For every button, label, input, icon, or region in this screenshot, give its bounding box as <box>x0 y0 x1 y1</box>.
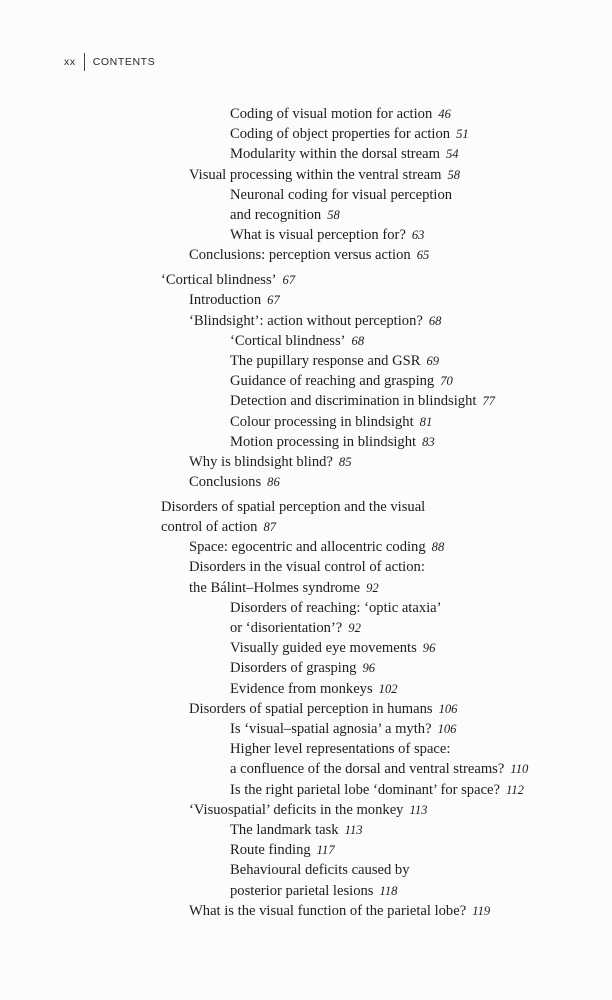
toc-entry-title <box>230 373 453 390</box>
toc-entry-text: control of action <box>161 518 258 535</box>
toc-entry-text: Disorders of reaching: ‘optic ataxia’ <box>230 599 442 616</box>
toc-entry-text: posterior parietal lesions <box>230 882 374 899</box>
toc-entry-page: 68 <box>428 313 442 328</box>
toc-entry-page: 96 <box>422 641 436 656</box>
toc-entry-title-continued <box>230 620 361 637</box>
toc-entry-title <box>189 247 429 264</box>
toc-entry-text: ‘Blindsight’: action without perception? <box>189 312 423 329</box>
toc-entry-page: 113 <box>344 823 363 837</box>
toc-entry-text: Motion processing in blindsight <box>230 433 417 450</box>
toc-entry-page: 106 <box>438 701 458 716</box>
toc-entry-text: Behavioural deficits caused by <box>230 862 410 879</box>
toc-entry-page: 92 <box>348 620 361 635</box>
toc-entry-title <box>230 126 469 143</box>
toc-entry-title <box>189 701 457 718</box>
toc-entry-title <box>230 721 456 738</box>
toc-entry-text: Neuronal coding for visual perception <box>230 186 453 203</box>
toc-entry-title-continued <box>189 580 379 597</box>
toc-entry-page: 69 <box>426 353 440 368</box>
toc-entry-text: What is visual perception for? <box>230 227 406 244</box>
toc-entry-title <box>230 681 398 698</box>
header-page-number: xx <box>64 56 76 68</box>
toc-entry-text: Higher level representations of space: <box>230 741 451 758</box>
toc-entry-title <box>189 539 444 556</box>
toc-entry-text: The pupillary response and GSR <box>230 352 421 369</box>
toc-entry-text: Coding of object properties for action <box>230 126 451 143</box>
toc-entry-title <box>230 333 364 350</box>
toc-entry-page: 119 <box>472 903 491 918</box>
toc-entry-title <box>230 842 335 859</box>
toc-entry-title <box>189 903 490 920</box>
toc-entry-text: or ‘disorientation’? <box>230 619 343 636</box>
toc-entry-page: 85 <box>338 454 352 469</box>
toc-entry-text: Route finding <box>230 842 311 859</box>
toc-entry-page: 118 <box>379 883 398 898</box>
toc-entry-text: Is ‘visual–spatial agnosia’ a myth? <box>230 721 432 737</box>
toc-entry-text: Disorders of spatial perception and the visual <box>161 498 426 515</box>
toc-entry-page: 65 <box>416 248 430 263</box>
toc-entry-title <box>230 660 375 677</box>
toc-entry-page: 54 <box>445 147 459 162</box>
toc-entry-page: 106 <box>437 722 457 736</box>
toc-entry-page: 46 <box>438 107 451 121</box>
toc-entry-text: Space: egocentric and allocentric coding <box>189 539 426 556</box>
toc-entry-text: Detection and discrimination in blindsight <box>230 393 477 410</box>
toc-entry-text: Disorders of spatial perception in humans <box>189 700 433 717</box>
toc-entry-text: What is the visual function of the parietal lobe? <box>189 902 467 919</box>
toc-entry-title <box>189 313 441 330</box>
toc-entry-title <box>230 227 424 244</box>
toc-entry-page: 117 <box>316 843 335 858</box>
toc-entry-title-continued <box>230 761 528 778</box>
toc-entry-title <box>189 454 352 471</box>
toc-entry-text: Visually guided eye movements <box>230 640 417 657</box>
toc-entry-title <box>189 292 280 309</box>
toc-entry-page: 51 <box>456 127 469 142</box>
toc-entry-page: 68 <box>351 333 365 348</box>
toc-entry-text: Colour processing in blindsight <box>230 413 414 430</box>
toc-entry-title-continued <box>161 519 276 536</box>
toc-entry-title <box>230 782 524 799</box>
toc-entry-title-continued <box>230 207 340 224</box>
toc-entry-title <box>189 559 425 576</box>
toc-entry-page: 81 <box>419 414 433 429</box>
toc-entry-page: 83 <box>422 434 435 449</box>
toc-entry-text: and recognition <box>230 206 322 223</box>
toc-entry-title <box>189 474 280 491</box>
toc-entry-title <box>230 862 410 879</box>
toc-entry-page: 87 <box>263 519 277 534</box>
toc-entry-text: ‘Visuospatial’ deficits in the monkey <box>189 801 404 818</box>
toc-entry-title <box>230 741 450 758</box>
toc-entry-title <box>230 414 432 431</box>
toc-entry-title <box>230 187 452 204</box>
toc-entry-text: Why is blindsight blind? <box>189 453 333 470</box>
toc-entry-page: 58 <box>447 167 461 182</box>
toc-entry-text: Visual processing within the ventral stream <box>189 166 442 183</box>
header-section-title: CONTENTS <box>92 56 156 68</box>
toc-entry-text: Conclusions <box>189 474 262 491</box>
toc-entry-page: 96 <box>362 661 376 676</box>
toc-entry-text: The landmark task <box>230 822 339 838</box>
toc-entry-text: a confluence of the dorsal and ventral streams? <box>230 761 505 778</box>
toc-entry-title <box>230 434 435 451</box>
toc-entry-page: 88 <box>431 540 445 555</box>
toc-entry-text: ‘Cortical blindness’ <box>161 272 277 289</box>
toc-entry-page: 92 <box>366 580 379 595</box>
toc-entry-page: 67 <box>282 273 296 288</box>
toc-entry-text: Disorders in the visual control of action: <box>189 559 425 576</box>
toc-entry-title <box>189 802 427 819</box>
toc-entry-text: Conclusions: perception versus action <box>189 247 411 264</box>
toc-entry-page: 112 <box>506 782 524 797</box>
toc-entry-title-continued <box>230 883 397 900</box>
toc-entry-page: 113 <box>409 802 428 817</box>
toc-entry-text: Guidance of reaching and grasping <box>230 373 435 390</box>
toc-entry-page: 67 <box>267 293 280 308</box>
toc-entry-page: 58 <box>327 207 340 222</box>
toc-entry-title <box>161 499 425 516</box>
toc-entry-text: Is the right parietal lobe ‘dominant’ for space? <box>230 781 501 798</box>
toc-entry-title <box>230 106 451 123</box>
toc-entry-page: 77 <box>482 394 496 409</box>
toc-entry-page: 102 <box>378 681 398 696</box>
toc-entry-text: Coding of visual motion for action <box>230 106 433 122</box>
toc-entry-title <box>230 640 435 657</box>
toc-entry-text: ‘Cortical blindness’ <box>230 332 346 349</box>
toc-entry-page: 63 <box>411 228 425 243</box>
toc-entry-title <box>230 146 459 163</box>
toc-entry-text: Evidence from monkeys <box>230 680 373 697</box>
toc-entry-title <box>230 353 439 370</box>
toc-entry-text: Disorders of grasping <box>230 660 357 677</box>
toc-entry-title <box>189 167 460 184</box>
toc-entry-title <box>230 393 495 410</box>
toc-entry-title <box>230 822 363 839</box>
toc-entry-page: 110 <box>510 762 529 777</box>
toc-entry-title <box>230 600 442 617</box>
toc-entry-page: 86 <box>267 475 280 490</box>
toc-entry-page: 70 <box>440 374 453 389</box>
toc-entry-text: the Bálint–Holmes syndrome <box>189 579 361 596</box>
toc-entry-text: Introduction <box>189 292 262 309</box>
toc-entry-text: Modularity within the dorsal stream <box>230 146 440 163</box>
toc-entry-title <box>161 272 295 289</box>
